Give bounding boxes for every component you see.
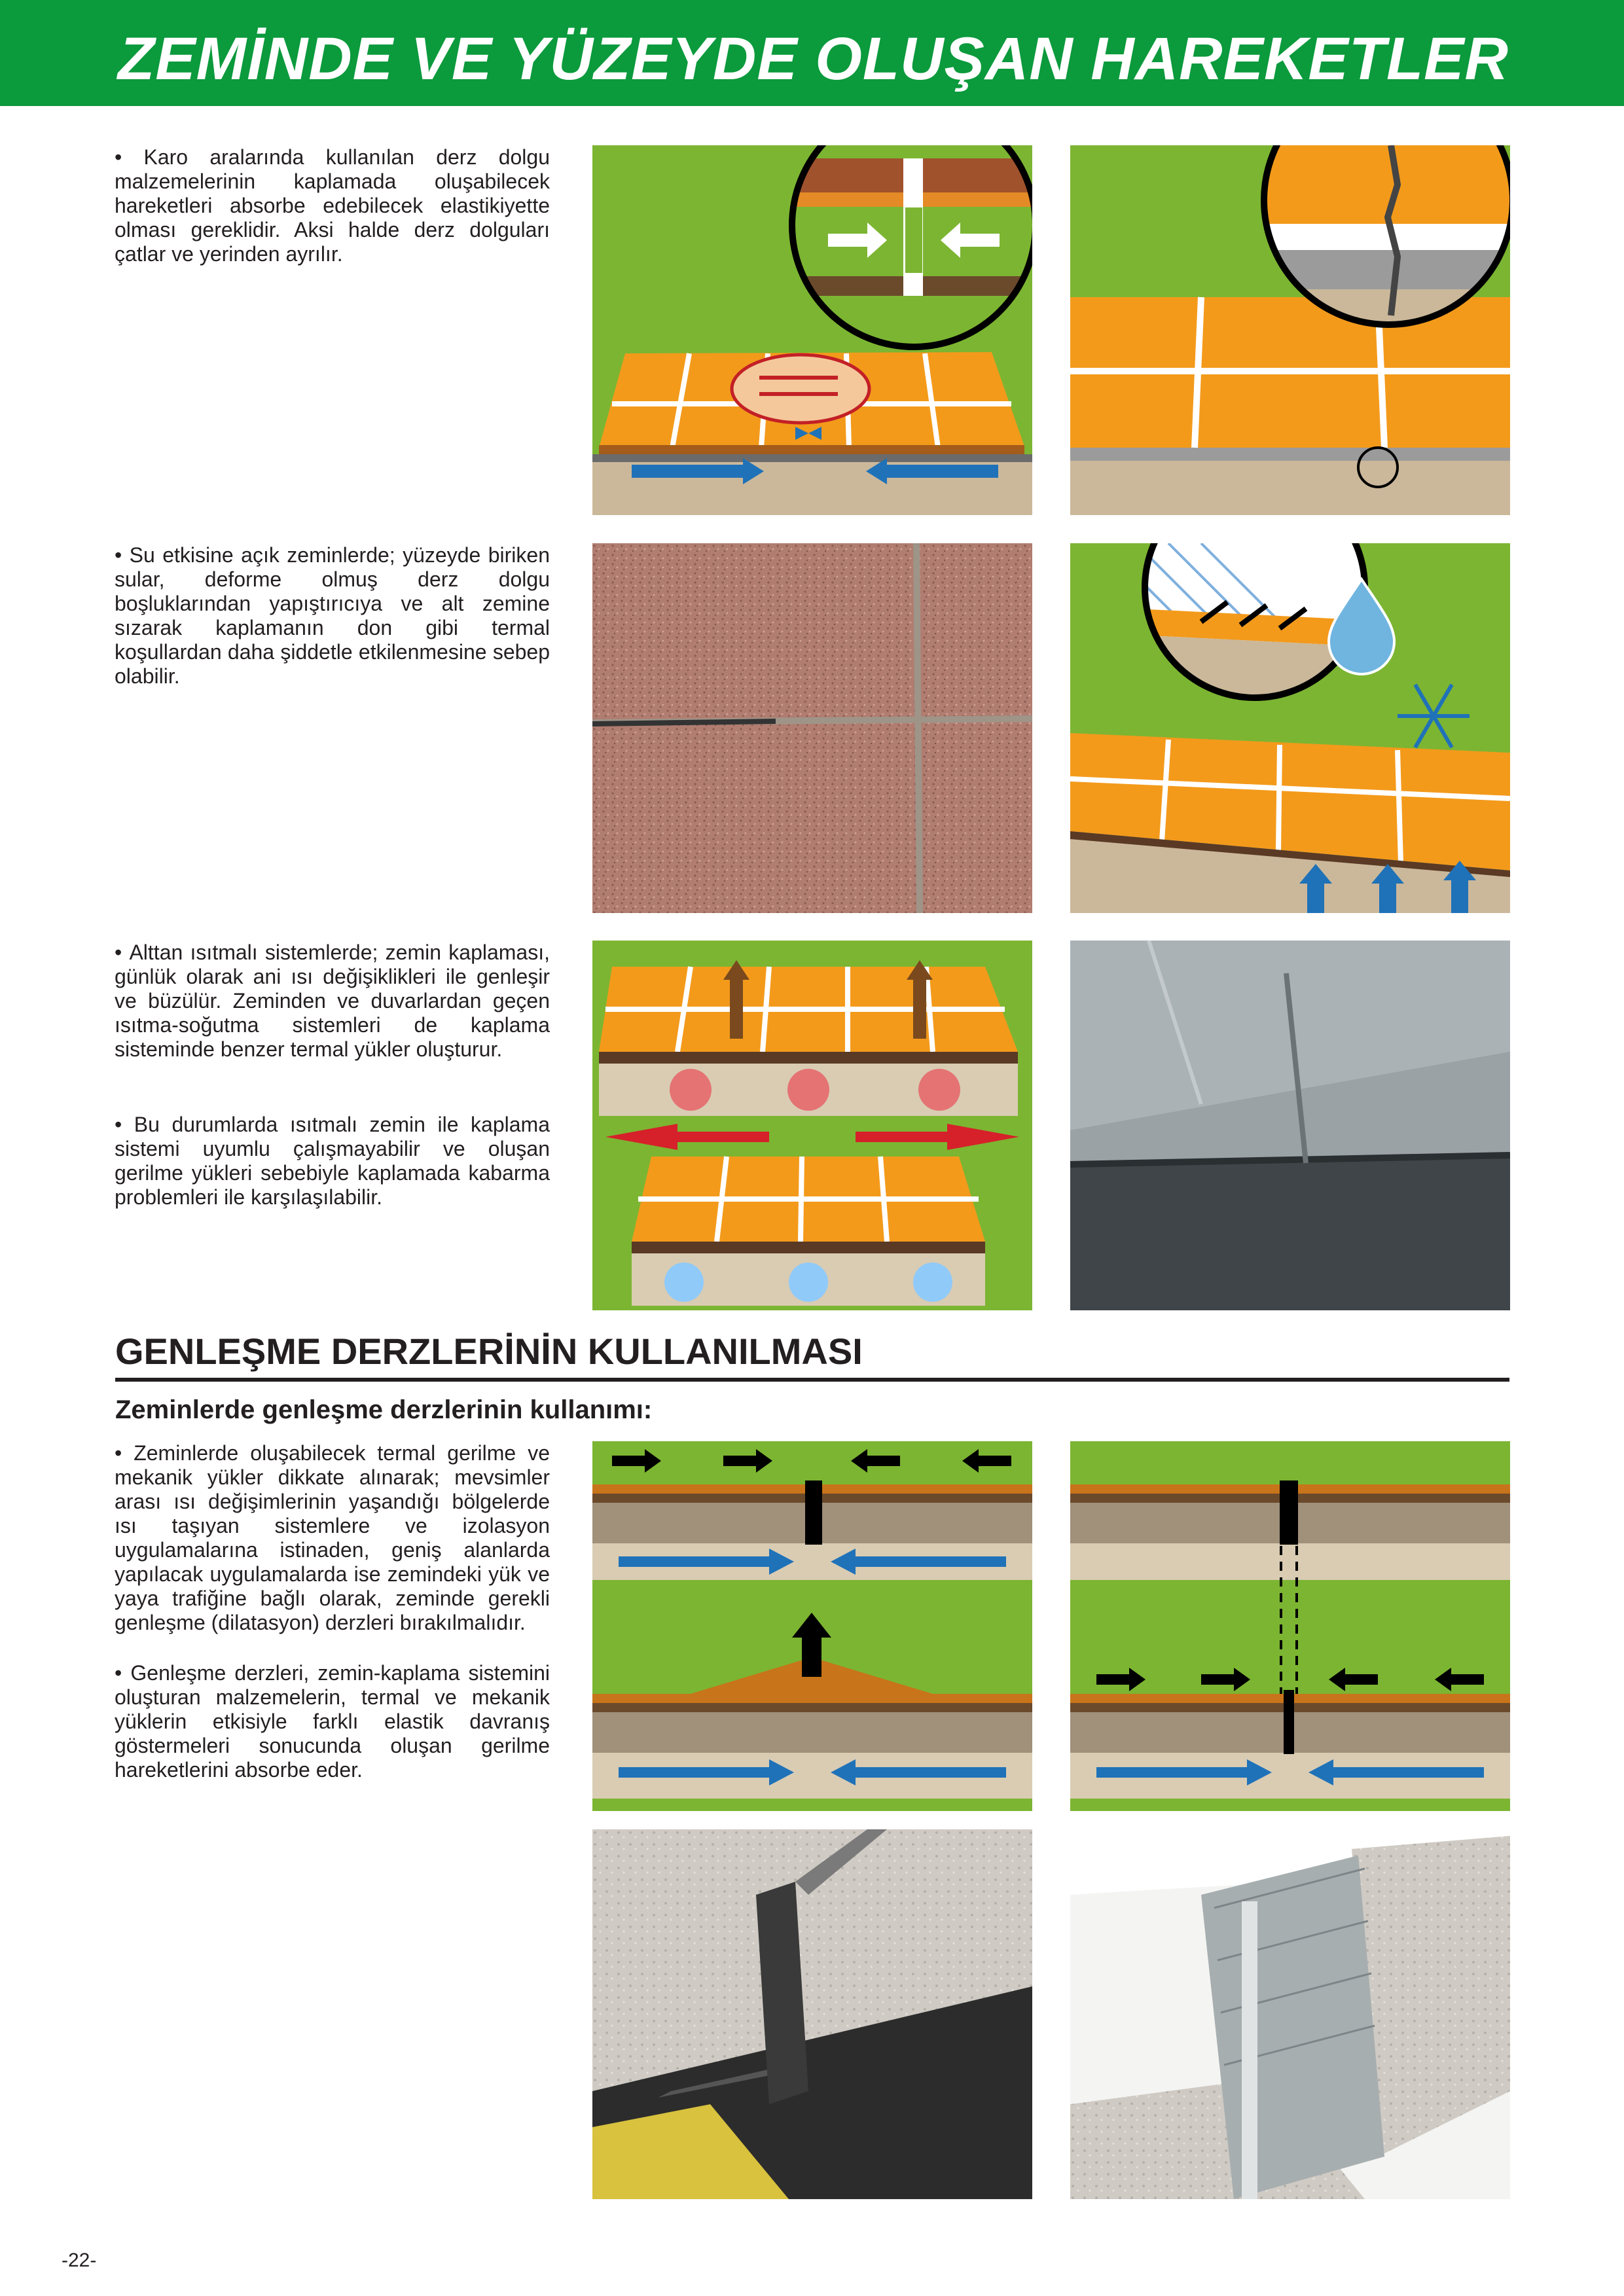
- expansion-joint-absorb-illustration: [1070, 1441, 1510, 1811]
- paragraph-expansion-joints-absorb: • Genleşme derzleri, zemin-kaplama sistemini oluşturan malzemelerin, termal ve mekanik yüklerin etkisiyle farklı elastik davranış göstermeleri sonucunda oluşan gerilme hareketlerini absorbe eder.: [115, 1661, 550, 1782]
- expansion-profile-photo-aluminium: [1070, 1829, 1510, 2199]
- paragraph-water-effect: • Su etkisine açık zeminlerde; yüzeyde biriken sular, deforme olmuş derz dolgu boşluklarından yapıştırıcıya ve alt zemine sızarak kaplamanın don gibi termal koşullardan daha şiddetle etkilenmesine sebep olabilir.: [115, 543, 550, 689]
- cracked-grout-illustration: [1070, 145, 1510, 515]
- water-frost-illustration: [1070, 543, 1510, 913]
- section-divider: [115, 1378, 1509, 1382]
- section-title: GENLEŞME DERZLERİNİN KULLANILMASI: [115, 1331, 863, 1372]
- grout-compression-illustration: [592, 145, 1032, 515]
- page-number: -22-: [62, 2250, 97, 2271]
- expansion-profile-photo-black: [592, 1829, 1032, 2199]
- page-title: ZEMİNDE VE YÜZEYDE OLUŞAN HAREKETLER: [118, 26, 1509, 92]
- expansion-joint-stress-illustration: [592, 1441, 1032, 1811]
- granite-tile-photo: [592, 543, 1032, 913]
- paragraph-heating-stress: • Bu durumlarda ısıtmalı zemin ile kaplama sistemi uyumlu çalışmayabilir ve oluşan gerilme yükleri sebebiyle kaplamada kabarma problemleri ile karşılaşılabilir.: [115, 1113, 550, 1210]
- underfloor-heating-illustration: [592, 941, 1032, 1310]
- paragraph-grout-elasticity: • Karo aralarında kullanılan derz dolgu malzemelerinin kaplamada oluşabilecek hareketleri absorbe edebilecek elastikiyette olması gereklidir. Aksi halde derz dolguları çatlar ve yerinden ayrılır.: [115, 145, 550, 266]
- heaved-floor-photo: [1070, 941, 1510, 1310]
- paragraph-expansion-joints-usage: • Zeminlerde oluşabilecek termal gerilme ve mekanik yükler dikkate alınarak; mevsimler arası ısı değişimlerinin yaşandığı bölgelerde ısı taşıyan sistemlere ve izolasyon uygulamalarına istinaden, geniş alanlarda yapılacak uygulamalarda ise zemindeki yük ve yaya trafiğine bağlı olarak, zeminde gerekli genleşme (dilatasyon) derzleri bırakılmalıdır.: [115, 1441, 550, 1635]
- paragraph-underfloor-heating: • Alttan ısıtmalı sistemlerde; zemin kaplaması, günlük olarak ani ısı değişiklikleri ile genleşir ve büzülür. Zeminden ve duvarlardan geçen ısıtma-soğutma sistemleri de kaplama sisteminde benzer termal yükler oluşturur.: [115, 941, 550, 1062]
- section-subtitle: Zeminlerde genleşme derzlerinin kullanımı:: [115, 1395, 653, 1424]
